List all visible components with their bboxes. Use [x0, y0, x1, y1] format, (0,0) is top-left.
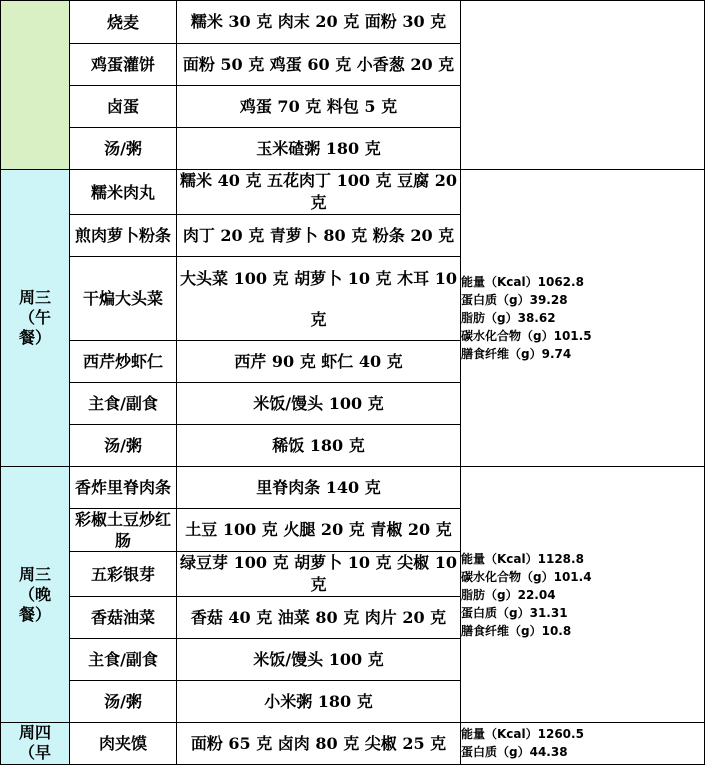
dish-ingredients: 稀饭 180 克	[177, 425, 461, 467]
nutrition-cell-thu-breakfast	[461, 723, 705, 765]
nutrition-line: 碳水化合物（g）101.4	[461, 569, 592, 584]
dish-ingredients: 大头菜 100 克 胡萝卜 10 克 木耳 10 克	[177, 257, 461, 341]
table-row	[1, 467, 705, 509]
dish-ingredients: 鸡蛋 70 克 料包 5 克	[177, 86, 461, 128]
dish-ingredients: 面粉 50 克 鸡蛋 60 克 小香葱 20 克	[177, 44, 461, 86]
dish-name: 香菇油菜	[70, 597, 177, 639]
day-label-line: 周三	[18, 564, 51, 584]
dish-name: 卤蛋	[70, 86, 177, 128]
day-label-line: 周三	[18, 288, 51, 307]
nutrition-cell-prev	[461, 1, 705, 170]
dish-name: 汤/粥	[70, 681, 177, 723]
day-label-line: （早	[18, 743, 51, 762]
day-cell-wed-lunch	[1, 170, 70, 467]
dish-ingredients: 香菇 40 克 油菜 80 克 肉片 20 克	[177, 597, 461, 639]
table-row	[1, 170, 705, 215]
dish-ingredients: 肉丁 20 克 青萝卜 80 克 粉条 20 克	[177, 215, 461, 257]
day-label-line: （晚	[18, 584, 51, 604]
dish-name: 煎肉萝卜粉条	[70, 215, 177, 257]
dish-name: 鸡蛋灌饼	[70, 44, 177, 86]
dish-ingredients: 米饭/馒头 100 克	[177, 639, 461, 681]
dish-name: 干煸大头菜	[70, 257, 177, 341]
day-cell-thu-breakfast	[1, 723, 70, 765]
nutrition-line: 蛋白质（g）31.31	[461, 605, 568, 620]
table-row	[1, 1, 705, 44]
dish-name: 西芹炒虾仁	[70, 341, 177, 383]
dish-name: 主食/副食	[70, 383, 177, 425]
table-row	[1, 723, 705, 765]
nutrition-line: 能量（Kcal）1260.5	[461, 727, 584, 741]
nutrition-line: 脂肪（g）22.04	[461, 587, 556, 602]
dish-name: 五彩银芽	[70, 552, 177, 597]
dish-ingredients: 糯米 40 克 五花肉丁 100 克 豆腐 20 克	[177, 170, 461, 215]
dish-ingredients: 西芹 90 克 虾仁 40 克	[177, 341, 461, 383]
dish-name: 汤/粥	[70, 425, 177, 467]
day-label-line: 餐）	[18, 328, 51, 347]
dish-ingredients: 米饭/馒头 100 克	[177, 383, 461, 425]
day-label-line: （午	[18, 308, 51, 327]
day-label-line: 周四	[18, 723, 51, 742]
nutrition-cell-wed-dinner	[461, 467, 705, 723]
day-cell-prev	[1, 1, 70, 170]
dish-ingredients: 里脊肉条 140 克	[177, 467, 461, 509]
nutrition-line: 碳水化合物（g）101.5	[461, 329, 592, 343]
nutrition-line: 能量（Kcal）1128.8	[461, 551, 584, 566]
dish-name: 汤/粥	[70, 128, 177, 170]
nutrition-line: 膳食纤维（g）10.8	[461, 623, 572, 638]
dish-ingredients: 小米粥 180 克	[177, 681, 461, 723]
dish-name: 主食/副食	[70, 639, 177, 681]
dish-name: 彩椒土豆炒红肠	[70, 509, 177, 552]
nutrition-line: 脂肪（g）38.62	[461, 311, 556, 325]
day-cell-wed-dinner	[1, 467, 70, 723]
nutrition-line: 蛋白质（g）44.38	[461, 745, 568, 759]
day-label-line: 餐）	[18, 604, 51, 624]
nutrition-cell-wed-lunch	[461, 170, 705, 467]
dish-ingredients: 玉米碴粥 180 克	[177, 128, 461, 170]
dish-name: 烧麦	[70, 1, 177, 44]
dish-ingredients: 糯米 30 克 肉末 20 克 面粉 30 克	[177, 1, 461, 44]
dish-ingredients: 绿豆芽 100 克 胡萝卜 10 克 尖椒 10 克	[177, 552, 461, 597]
nutrition-line: 膳食纤维（g）9.74	[461, 347, 572, 361]
dish-name: 糯米肉丸	[70, 170, 177, 215]
dish-ingredients: 土豆 100 克 火腿 20 克 青椒 20 克	[177, 509, 461, 552]
dish-name: 肉夹馍	[70, 723, 177, 765]
dish-name: 香炸里脊肉条	[70, 467, 177, 509]
dish-ingredients: 面粉 65 克 卤肉 80 克 尖椒 25 克	[177, 723, 461, 765]
nutrition-line: 蛋白质（g）39.28	[461, 293, 568, 307]
nutrition-line: 能量（Kcal）1062.8	[461, 275, 584, 289]
